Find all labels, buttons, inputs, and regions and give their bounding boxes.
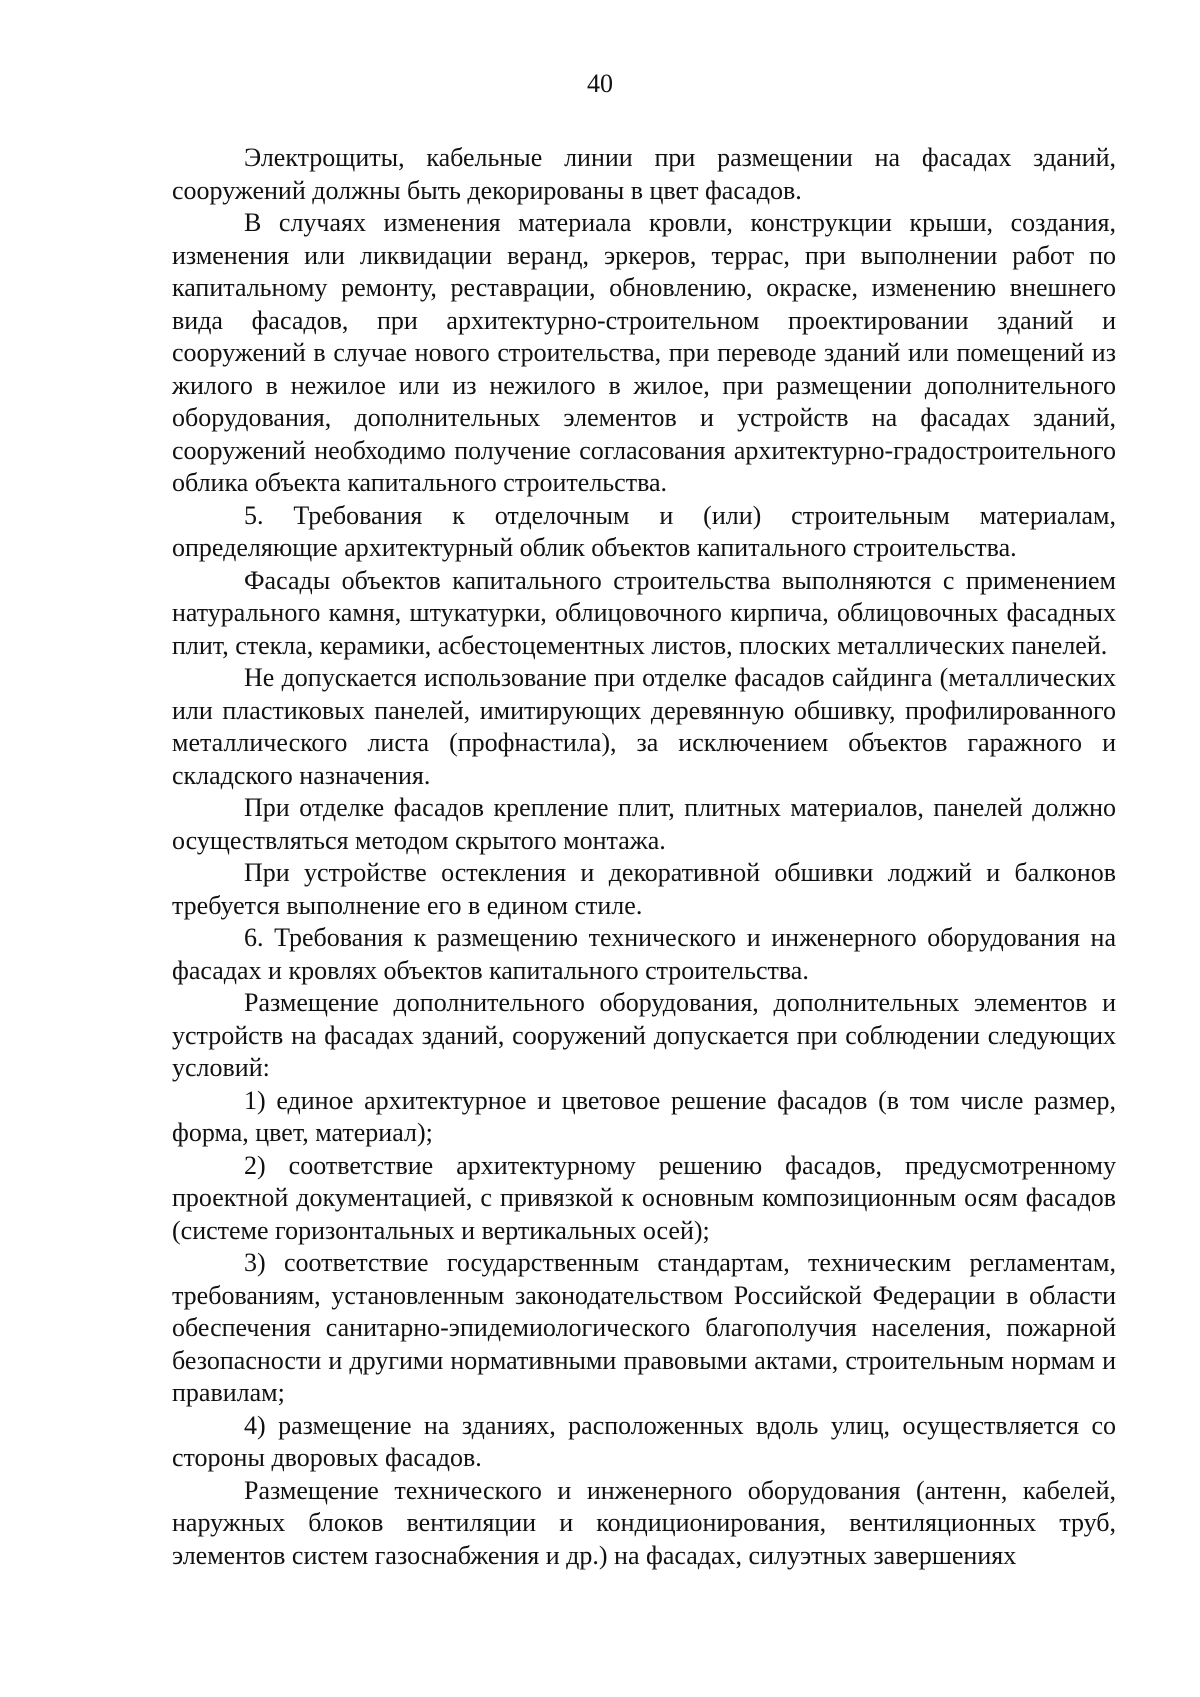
section-heading-5: 5. Требования к отделочным и (или) строительным материалам, определяющие архитектурный облик объектов капитального строительства. bbox=[172, 500, 1116, 562]
paragraph-approval-cases: В случаях изменения материала кровли, конструкции крыши, создания, изменения или ликвидации веранд, эркеров, террас, при выполнении работ по капитальному ремонту, реставрации, обновлению, окраске, изменению внешнего вида фасадов, при архитектурно-строительном проектировании зданий и сооружений в случае нового строительства, при переводе зданий или помещений из жилого в нежилое или из нежилого в жилое, при размещении дополнительного оборудования, дополнительных элементов и устройств на фасадах зданий, сооружений необходимо получение согласования архитектурно-градостроительного облика объекта капитального строительства. bbox=[172, 208, 1116, 497]
paragraph-placement-conditions: Размещение дополнительного оборудования, дополнительных элементов и устройств на фасадах зданий, сооружений допускается при соблюдении следующих условий: bbox=[172, 988, 1116, 1082]
document-body bbox=[172, 142, 1116, 1572]
paragraph-glazing-style: При устройстве остекления и декоративной обшивки лоджий и балконов требуется выполнение его в едином стиле. bbox=[172, 858, 1116, 920]
list-item-1: 1) единое архитектурное и цветовое решение фасадов (в том числе размер, форма, цвет, материал); bbox=[172, 1085, 1116, 1147]
paragraph-hidden-mounting: При отделке фасадов крепление плит, плитных материалов, панелей должно осуществляться методом скрытого монтажа. bbox=[172, 793, 1116, 855]
paragraph-electrical-panels: Электрощиты, кабельные линии при размещении на фасадах зданий, сооружений должны быть декорированы в цвет фасадов. bbox=[172, 143, 1116, 205]
paragraph-facade-materials: Фасады объектов капитального строительства выполняются с применением натурального камня, штукатурки, облицовочного кирпича, облицовочных фасадных плит, стекла, керамики, асбестоцементных листов, плоских металлических панелей. bbox=[172, 565, 1116, 660]
list-item-2: 2) соответствие архитектурному решению фасадов, предусмотренному проектной документацией, с привязкой к основным композиционным осям фасадов (системе горизонтальных и вертикальных осей); bbox=[172, 1150, 1116, 1245]
list-item-3: 3) соответствие государственным стандартам, техническим регламентам, требованиям, установленным законодательством Российской Федерации в области обеспечения санитарно-эпидемиологического благополучия населения, пожарной безопасности и другими нормативными правовыми актами, строительным нормам и правилам; bbox=[172, 1248, 1116, 1407]
paragraph-equipment-placement: Размещение технического и инженерного оборудования (антенн, кабелей, наружных блоков вентиляции и кондиционирования, вентиляционных труб, элементов систем газоснабжения и др.) на фасадах, силуэтных завершениях bbox=[172, 1475, 1116, 1570]
list-item-4: 4) размещение на зданиях, расположенных вдоль улиц, осуществляется со стороны дворовых фасадов. bbox=[172, 1410, 1116, 1472]
paragraph-siding-prohibition: Не допускается использование при отделке фасадов сайдинга (металлических или пластиковых панелей, имитирующих деревянную обшивку, профилированного металлического листа (профнастила), за исключением объектов гаражного и складского назначения. bbox=[172, 663, 1116, 790]
section-heading-6: 6. Требования к размещению технического и инженерного оборудования на фасадах и кровлях объектов капитального строительства. bbox=[172, 923, 1116, 985]
page-number: 40 bbox=[587, 69, 613, 98]
